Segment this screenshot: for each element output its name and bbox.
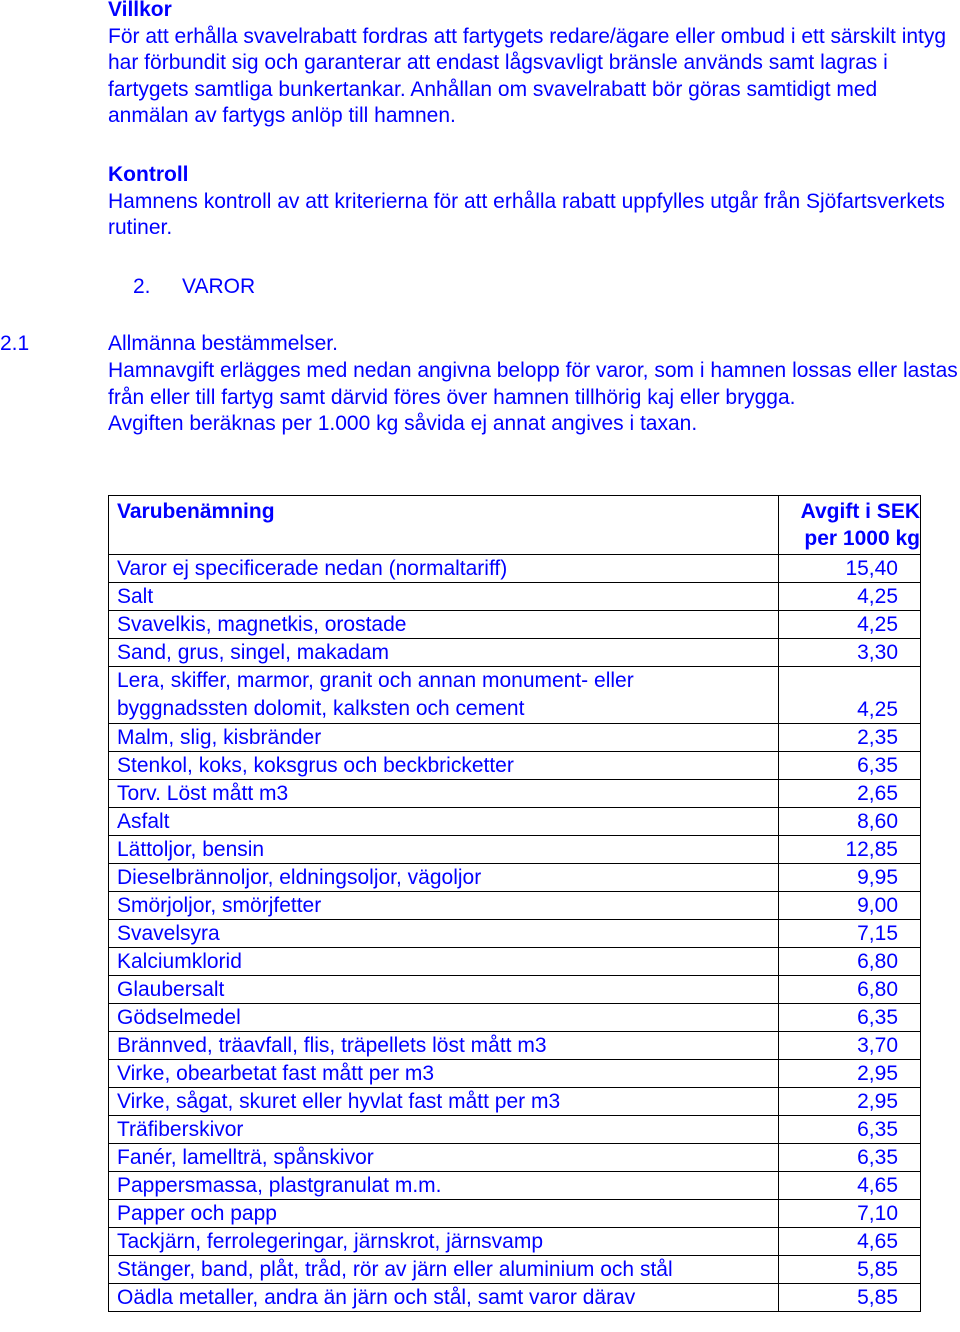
goods-name-cell: Kalciumklorid — [109, 948, 779, 976]
goods-name-cell: Asfalt — [109, 808, 779, 836]
kontroll-text: Hamnens kontroll av att kriterierna för att erhålla rabatt uppfylles utgår från Sjöfartsverkets rutiner. — [108, 189, 945, 239]
section-2-number: 2. — [133, 275, 151, 298]
fee-cell: 7,15 — [779, 920, 921, 948]
section-2-1-body — [108, 358, 960, 438]
goods-name-cell: Sand, grus, singel, makadam — [109, 639, 779, 667]
goods-fee-table — [108, 495, 921, 1312]
goods-name-cell: Virke, obearbetat fast mått per m3 — [109, 1060, 779, 1088]
section-2-1-text: Hamnavgift erlägges med nedan angivna belopp för varor, som i hamnen lossas eller lastas från eller till fartyg samt därvid föres över hamnen tillhörig kaj eller brygga. — [108, 359, 958, 409]
fee-cell: 5,85 — [779, 1284, 921, 1312]
fee-cell: 8,60 — [779, 808, 921, 836]
fee-cell: 4,65 — [779, 1172, 921, 1200]
fee-cell: 3,30 — [779, 639, 921, 667]
goods-name-cell: Torv. Löst mått m3 — [109, 780, 779, 808]
goods-name-cell: Stenkol, koks, koksgrus och beckbricketter — [109, 752, 779, 780]
goods-name-cell: Stänger, band, plåt, tråd, rör av järn eller aluminium och stål — [109, 1256, 779, 1284]
goods-name-cell: Tackjärn, ferrolegeringar, järnskrot, järnsvamp — [109, 1228, 779, 1256]
fee-cell: 2,65 — [779, 780, 921, 808]
fee-cell: 2,95 — [779, 1060, 921, 1088]
fee-cell: 5,85 — [779, 1256, 921, 1284]
section-2-1-text-2: Avgiften beräknas per 1.000 kg såvida ej annat angives i taxan. — [108, 412, 698, 435]
table-row — [109, 752, 921, 780]
goods-name-cell: Malm, slig, kisbränder — [109, 724, 779, 752]
header-fee-line-2: per 1000 kg — [804, 527, 920, 550]
table-row — [109, 864, 921, 892]
fee-cell: 2,95 — [779, 1088, 921, 1116]
goods-name-cell: Lättoljor, bensin — [109, 836, 779, 864]
table-row — [109, 1172, 921, 1200]
table-row — [109, 836, 921, 864]
fee-cell: 4,25 — [779, 667, 921, 724]
table-row — [109, 639, 921, 667]
goods-name-cell: Lera, skiffer, marmor, granit och annan monument- eller byggnadssten dolomit, kalksten och cement — [109, 667, 779, 724]
fee-cell: 2,35 — [779, 724, 921, 752]
table-row — [109, 1060, 921, 1088]
table-row — [109, 1004, 921, 1032]
header-fee — [779, 496, 921, 555]
table-row — [109, 920, 921, 948]
header-goods-name: Varubenämning — [109, 496, 779, 555]
goods-name-cell: Pappersmassa, plastgranulat m.m. — [109, 1172, 779, 1200]
fee-cell: 9,95 — [779, 864, 921, 892]
fee-cell: 6,35 — [779, 1144, 921, 1172]
fee-cell: 6,35 — [779, 1116, 921, 1144]
table-row — [109, 1200, 921, 1228]
goods-name-cell: Papper och papp — [109, 1200, 779, 1228]
goods-name-cell: Svavelkis, magnetkis, orostade — [109, 611, 779, 639]
goods-name-cell: Gödselmedel — [109, 1004, 779, 1032]
villkor-heading: Villkor — [108, 0, 172, 21]
table-row — [109, 780, 921, 808]
table-row — [109, 1032, 921, 1060]
goods-name-cell: Oädla metaller, andra än järn och stål, samt varor därav — [109, 1284, 779, 1312]
fee-cell: 6,80 — [779, 948, 921, 976]
villkor-text: För att erhålla svavelrabatt fordras att fartygets redare/ägare eller ombud i ett särskilt intyg har förbundit sig och garanterar att endast lågsvavligt bränsle används samt lagras i fartygets samtliga bunkertankar. Anhållan om svavelrabatt bör göras samtidigt med anmälan av fartygs anlöp till hamnen. — [108, 24, 947, 127]
table-row — [109, 1256, 921, 1284]
table-row — [109, 1228, 921, 1256]
fee-cell: 4,25 — [779, 611, 921, 639]
fee-cell: 7,10 — [779, 1200, 921, 1228]
table-row — [109, 667, 921, 724]
header-fee-line-1: Avgift i SEK — [800, 500, 920, 523]
table-row — [109, 808, 921, 836]
table-body — [109, 555, 921, 1312]
section-2-1-number: 2.1 — [0, 332, 30, 355]
goods-name-cell: Svavelsyra — [109, 920, 779, 948]
table-row — [109, 724, 921, 752]
goods-name-cell: Dieselbrännoljor, eldningsoljor, vägoljor — [109, 864, 779, 892]
fee-cell: 6,80 — [779, 976, 921, 1004]
table-row — [109, 1088, 921, 1116]
kontroll-section — [108, 162, 954, 242]
table-row — [109, 583, 921, 611]
goods-name-cell: Brännved, träavfall, flis, träpellets löst mått m3 — [109, 1032, 779, 1060]
goods-name-cell: Fanér, lamellträ, spånskivor — [109, 1144, 779, 1172]
table-row — [109, 1116, 921, 1144]
goods-name-cell: Träfiberskivor — [109, 1116, 779, 1144]
table-row — [109, 555, 921, 583]
fee-cell: 4,65 — [779, 1228, 921, 1256]
table-row — [109, 976, 921, 1004]
kontroll-heading: Kontroll — [108, 163, 189, 186]
fee-cell: 6,35 — [779, 752, 921, 780]
table-row — [109, 611, 921, 639]
villkor-section — [108, 0, 954, 130]
fee-cell: 4,25 — [779, 583, 921, 611]
goods-name-cell: Salt — [109, 583, 779, 611]
section-2-1-title: Allmänna bestämmelser. — [108, 332, 338, 355]
fee-cell: 9,00 — [779, 892, 921, 920]
goods-name-cell: Glaubersalt — [109, 976, 779, 1004]
goods-name-cell: Virke, sågat, skuret eller hyvlat fast mått per m3 — [109, 1088, 779, 1116]
table-row — [109, 892, 921, 920]
fee-cell: 3,70 — [779, 1032, 921, 1060]
goods-name-cell: Smörjoljor, smörjfetter — [109, 892, 779, 920]
section-2-title: VAROR — [182, 275, 256, 298]
fee-cell: 12,85 — [779, 836, 921, 864]
table-row — [109, 1284, 921, 1312]
fee-cell: 15,40 — [779, 555, 921, 583]
table-row — [109, 1144, 921, 1172]
table-row — [109, 948, 921, 976]
fee-cell: 6,35 — [779, 1004, 921, 1032]
goods-name-cell: Varor ej specificerade nedan (normaltariff) — [109, 555, 779, 583]
table-header-row — [109, 496, 921, 555]
